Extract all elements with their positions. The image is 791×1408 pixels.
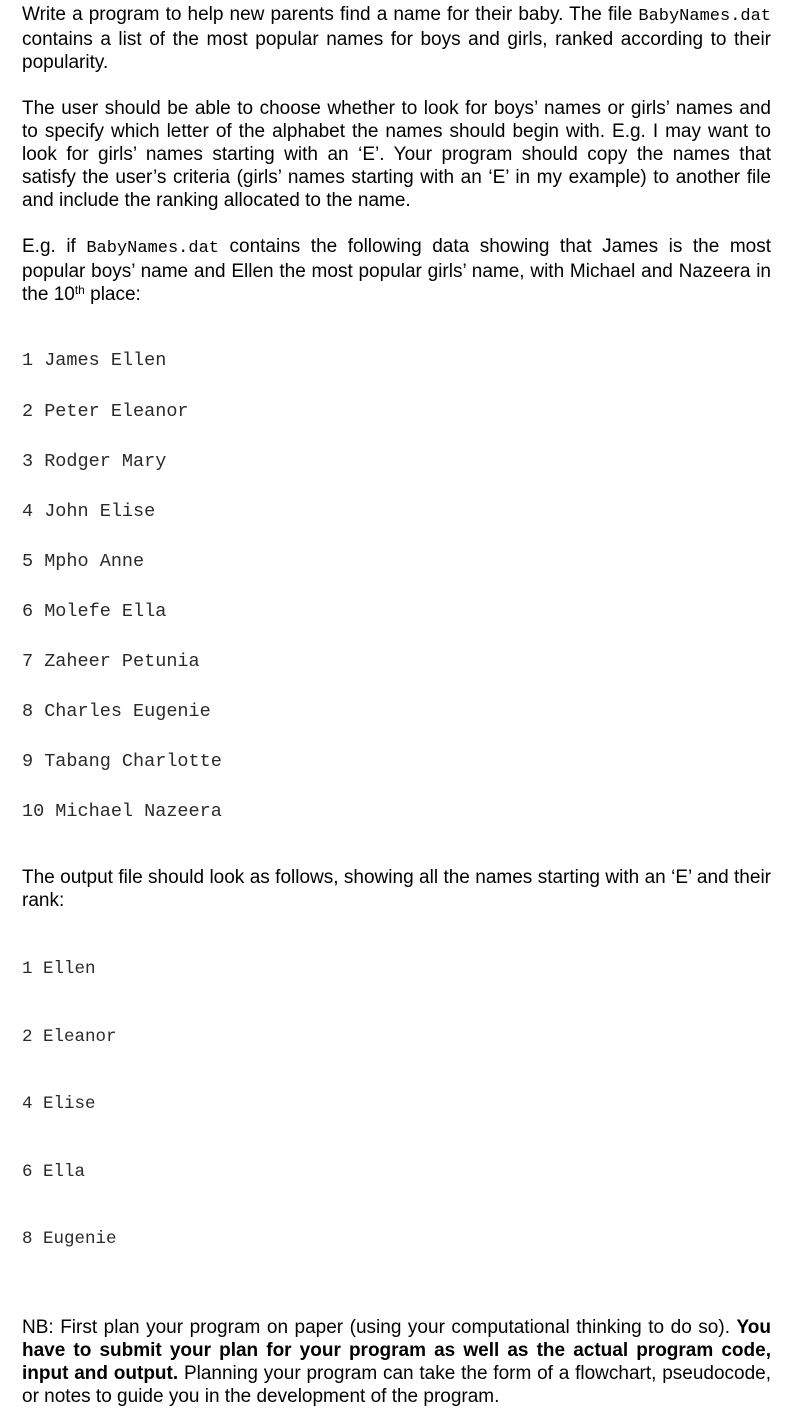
output-description-paragraph: The output file should look as follows, showing all the names starting with an ‘E’ and their rank: [22,867,771,912]
requirements-paragraph: The user should be able to choose whether to look for boys’ names or girls’ names and to specify which letter of the alphabet the names should begin with. E.g. I may want to look for girls’ names starting with an ‘E’. Your program should copy the names that satisfy the user’s criteria (girls’ names starting with an ‘E’ in my example) to another file and include the ranking allocated to the name. [22,98,771,211]
example-text-b: contains the following data showing that James is the most popular boys’ name and Ellen the most popular girls’ name, with Michael and Nazeera in the 10 [22,236,771,305]
output-line: 6 Ella [22,1161,86,1182]
intro-text-b: contains a list of the most popular names for boys and girls, ranked according to their popularity. [22,29,771,73]
data-line: 5 Mpho Anne [22,550,145,572]
output-line: 2 Eleanor [22,1026,117,1047]
note-text-a: NB: First plan your program on paper (using your computational thinking to do so). [22,1316,737,1338]
output-file-listing [22,913,771,1296]
data-line: 4 John Elise [22,500,156,522]
data-line: 10 Michael Nazeera [22,801,222,823]
example-paragraph [22,235,771,306]
data-line: 1 James Ellen [22,350,167,372]
output-line: 4 Elise [22,1094,96,1115]
intro-paragraph [22,3,771,74]
ordinal-superscript: th [74,283,85,297]
data-line: 8 Charles Eugenie [22,701,211,723]
output-line: 8 Eugenie [22,1229,117,1250]
output-line: 1 Ellen [22,959,96,980]
data-line: 9 Tabang Charlotte [22,751,222,773]
input-data-listing [22,320,771,854]
data-line: 6 Molefe Ella [22,600,167,622]
example-text-c: place: [84,284,141,305]
example-text-a: E.g. if [22,236,87,257]
note-text-b: Planning your program can take the form of a flowchart, pseudocode, or notes to guide you in the development of the program. [22,1362,772,1407]
filename-code: BabyNames.dat [638,7,771,26]
note-bold-requirement: You have to submit your plan for your program as well as the actual program code, input and output. [22,1316,771,1384]
data-line: 3 Rodger Mary [22,450,167,472]
intro-text-a: Write a program to help new parents find a name for their baby. The file [22,4,639,25]
note-paragraph [22,1316,771,1408]
document-page [22,3,771,1408]
data-line: 7 Zaheer Petunia [22,650,200,672]
data-line: 2 Peter Eleanor [22,400,189,422]
filename-code: BabyNames.dat [86,239,219,258]
